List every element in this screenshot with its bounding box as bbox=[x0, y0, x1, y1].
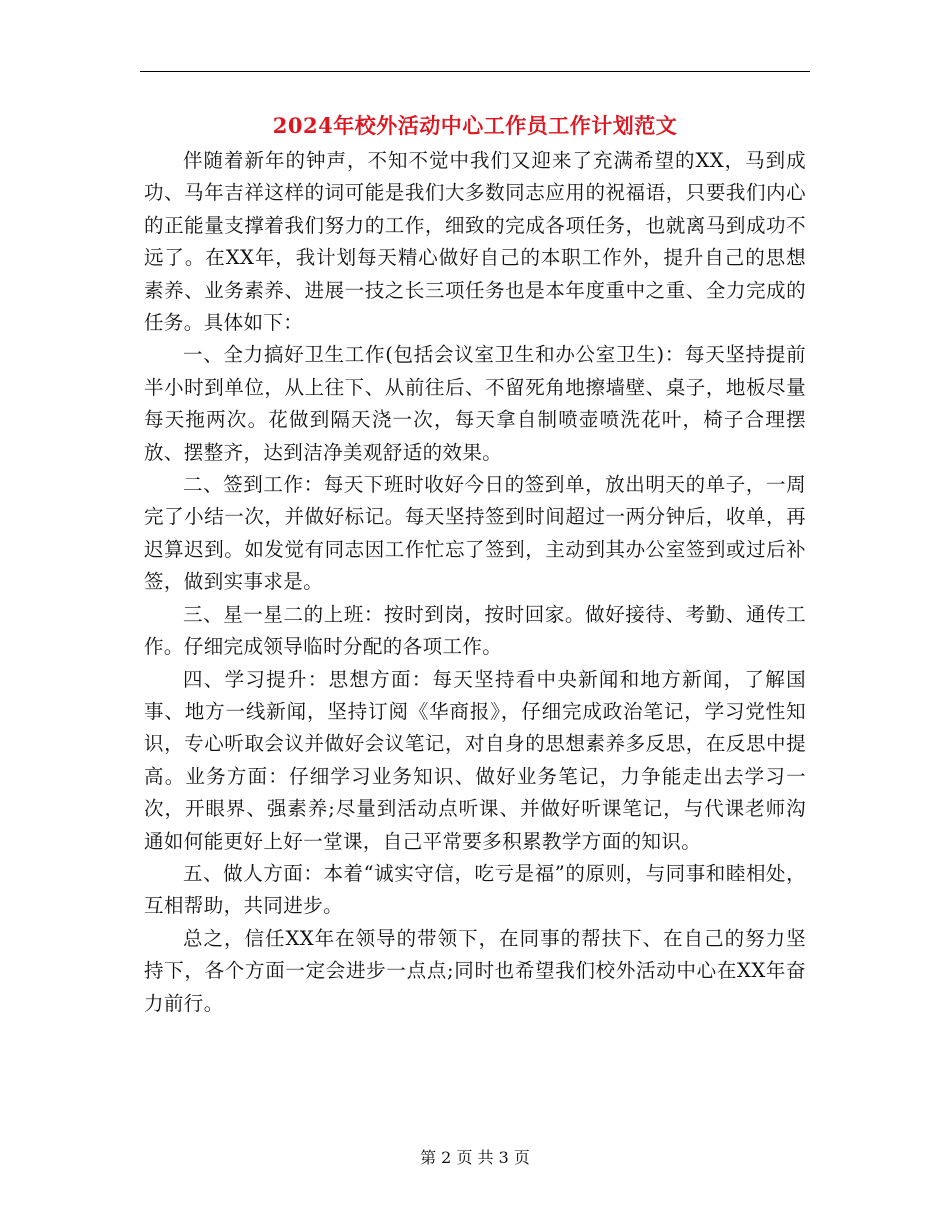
document-title: 2024年校外活动中心工作员工作计划范文 bbox=[272, 113, 678, 138]
page-number: 第 2 页 共 3 页 bbox=[420, 1148, 530, 1167]
paragraph-conduct: 五、做人方面：本着“诚实守信，吃亏是福”的原则，与同事和睦相处，互相帮助，共同进步。 bbox=[144, 861, 806, 918]
paragraph-hygiene: 一、全力搞好卫生工作(包括会议室卫生和办公室卫生)：每天坚持提前半小时到单位，从上往下、从前往后、不留死角地擦墙壁、桌子，地板尽量每天拖两次。花做到隔天浇一次，每天拿自制喷壶喷洗花叶，椅子合理摆放、摆整齐，达到洁净美观舒适的效果。 bbox=[144, 343, 806, 464]
paragraph-intro: 伴随着新年的钟声，不知不觉中我们又迎来了充满希望的XX，马到成功、马年吉祥这样的词可能是我们大多数同志应用的祝福语，只要我们内心的正能量支撑着我们努力的工作，细致的完成各项任务，也就离马到成功不远了。在XX年，我计划每天精心做好自己的本职工作外，提升自己的思想素养、业务素养、进展一技之长三项任务也是本年度重中之重、全力完成的任务。具体如下： bbox=[144, 149, 806, 335]
document-body bbox=[144, 145, 806, 1020]
paragraph-study: 四、学习提升：思想方面：每天坚持看中央新闻和地方新闻，了解国事、地方一线新闻，坚持订阅《华商报》，仔细完成政治笔记，学习党性知识，专心听取会议并做好会议笔记，对自身的思想素养多反思，在反思中提高。业务方面：仔细学习业务知识、做好业务笔记，力争能走出去学习一次，开眼界、强素养;尽量到活动点听课、并做好听课笔记，与代课老师沟通如何能更好上好一堂课，自己平常要多积累教学方面的知识。 bbox=[144, 667, 806, 853]
paragraph-duty: 三、星一星二的上班：按时到岗，按时回家。做好接待、考勤、通传工作。仔细完成领导临时分配的各项工作。 bbox=[144, 602, 806, 659]
header-rule bbox=[140, 71, 810, 72]
paragraph-sign-in: 二、签到工作：每天下班时收好今日的签到单，放出明天的单子，一周完了小结一次，并做好标记。每天坚持签到时间超过一两分钟后，收单，再迟算迟到。如发觉有同志因工作忙忘了签到，主动到其办公室签到或过后补签，做到实事求是。 bbox=[144, 473, 806, 594]
paragraph-summary: 总之，信任XX年在领导的带领下，在同事的帮扶下、在自己的努力坚持下，各个方面一定会进步一点点;同时也希望我们校外活动中心在XX年奋力前行。 bbox=[144, 926, 806, 1015]
